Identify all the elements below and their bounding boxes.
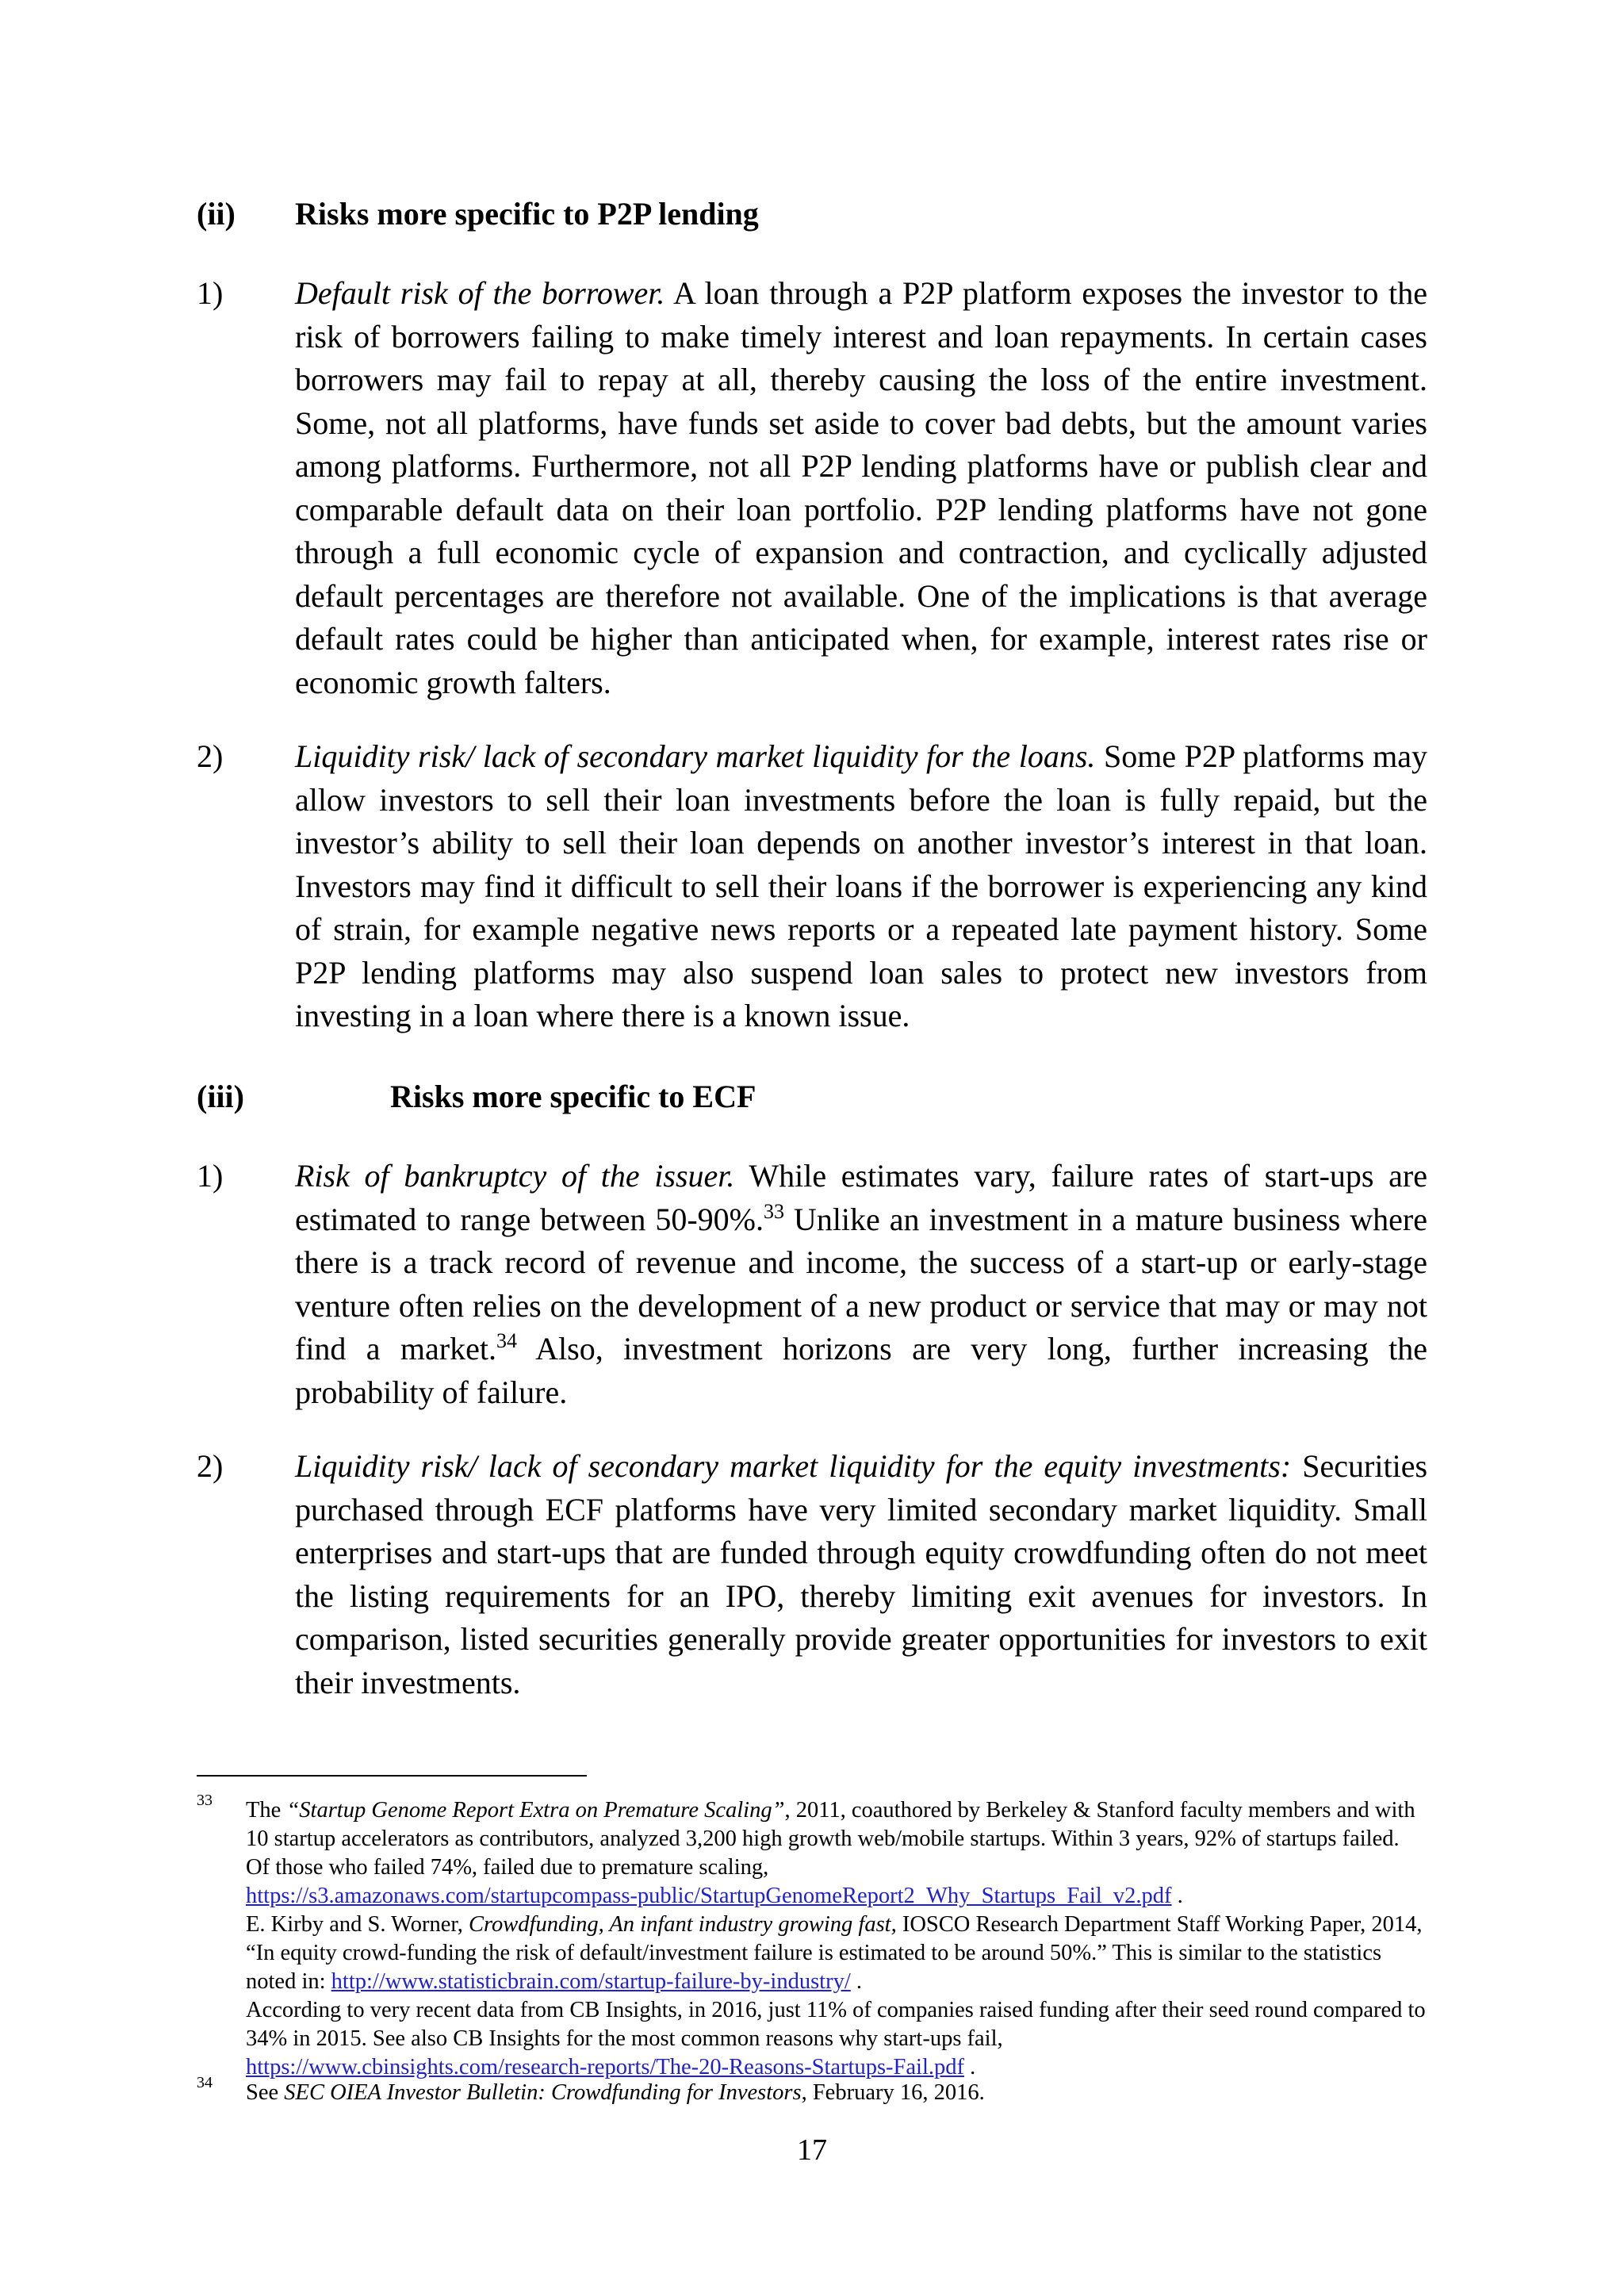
footnote-title: SEC OIEA Investor Bulletin: Crowdfunding for Investors <box>284 2080 802 2105</box>
item-number: 2) <box>197 1448 224 1484</box>
item-lead: Liquidity risk/ lack of secondary market liquidity for the loans. <box>295 738 1096 774</box>
item-text: Some P2P platforms may allow investors to sell their loan investments before the loan is fully repaid, but the investor’s ability to sell their loan depends on another investor’s interest in that loan. Investors may find it difficult to sell their loans if the borrower is experiencing any kind of strain, for example negative news reports or a repeated late payment history. Some P2P lending platforms may also suspend loan sales to protect new investors from investing in a loan where there is a known issue. <box>295 738 1427 1033</box>
footnote-33 <box>197 1792 1427 2082</box>
footnote-ref-33[interactable]: 33 <box>763 1199 784 1223</box>
section-title: Risks more specific to P2P lending <box>295 196 759 232</box>
item-text: A loan through a P2P platform exposes the investor to the risk of borrowers failing to make timely interest and loan repayments. In certain cases borrowers may fail to repay at all, thereby causing the loss of the entire investment. Some, not all platforms, have funds set aside to cover bad debts, but the amount varies among platforms. Furthermore, not all P2P lending platforms have or publish clear and comparable default data on their loan portfolio. P2P lending platforms have not gone through a full economic cycle of expansion and contraction, and cyclically adjusted default percentages are therefore not available. One of the implications is that average default rates could be higher than anticipated when, for example, interest rates rise or economic growth falters. <box>295 275 1427 700</box>
section-title: Risks more specific to ECF <box>390 1079 756 1114</box>
item-text: Unlike an investment in a mature business where there is a track record of revenue and income, the success of a start-up or early-stage venture often relies on the development of a new product or service that may or may not find a market. <box>295 1201 1427 1366</box>
item-number: 1) <box>197 1158 224 1194</box>
footnote-title: Crowdfunding, An infant industry growing fast, <box>469 1912 897 1937</box>
footnote-span: . <box>1171 1884 1183 1908</box>
footnote-link-statisticbrain[interactable]: http://www.statisticbrain.com/startup-failure-by-industry/ <box>331 1969 851 1994</box>
footnote-span: See <box>246 2080 285 2105</box>
item-lead: Risk of bankruptcy of the issuer. <box>295 1158 735 1194</box>
footnote-ref-34[interactable]: 34 <box>496 1329 517 1352</box>
section-number: (ii) <box>197 196 236 232</box>
footnote-span: IOSCO Research Department Staff Working Paper, 2014, “In equity crowd-funding the risk of default/investment failure is estimated to be around 50%.” This is similar to the statistics noted in: <box>246 1912 1423 1994</box>
footnote-span: E. Kirby and S. Worner, <box>246 1912 469 1937</box>
item-lead: Liquidity risk/ lack of secondary market liquidity for the equity investments: <box>295 1448 1292 1484</box>
footnote-span: . <box>964 2055 976 2079</box>
footnote-paragraph <box>246 2053 1427 2082</box>
footnote-link-cbinsights[interactable]: https://www.cbinsights.com/research-reports/The-20-Reasons-Startups-Fail.pdf <box>246 2055 965 2079</box>
footnote-paragraph <box>246 1882 1427 1911</box>
footnote-span: The <box>246 1798 287 1823</box>
list-item-liquidity-risk-loans <box>197 735 1427 1038</box>
footnote-34 <box>197 2074 1427 2107</box>
page-number: 17 <box>797 2133 827 2167</box>
item-number: 1) <box>197 275 224 311</box>
footnote-number: 33 <box>197 1792 213 1809</box>
footnote-paragraph <box>246 1796 1427 1882</box>
footnote-span: , 2011, coauthored by Berkeley & Stanford faculty members and with 10 startup accelerators as contributors, analyzed 3,200 high growth web/mobile startups. Within 3 years, 92% of startups failed. Of those who failed 74%, failed due to premature scaling, <box>246 1798 1415 1880</box>
item-text: Also, investment horizons are very long, further increasing the probability of failure. <box>295 1331 1427 1410</box>
item-lead: Default risk of the borrower. <box>295 275 665 311</box>
footnote-separator <box>197 1775 587 1777</box>
section-heading-ecf <box>197 1075 756 1118</box>
list-item-default-risk <box>197 272 1427 704</box>
list-item-liquidity-risk-equity <box>197 1445 1427 1704</box>
item-body <box>295 1155 1427 1414</box>
footnote-number: 34 <box>197 2074 213 2091</box>
footnote-title: “Startup Genome Report Extra on Premature Scaling” <box>286 1798 785 1823</box>
footnote-paragraph <box>246 2079 1427 2107</box>
footnote-span: According to very recent data from CB Insights, in 2016, just 11% of companies raised funding after their seed round compared to 34% in 2015. See also CB Insights for the most common reasons why start-ups fail, <box>246 1998 1426 2051</box>
list-item-bankruptcy-risk <box>197 1155 1427 1414</box>
item-body <box>295 272 1427 704</box>
section-heading-p2p <box>197 193 759 236</box>
item-body <box>295 735 1427 1038</box>
footnote-text <box>246 2079 1427 2107</box>
item-body <box>295 1445 1427 1704</box>
item-text: While estimates vary, failure rates of start-ups are estimated to range between 50-90%. <box>295 1158 1427 1237</box>
footnote-paragraph <box>246 1911 1427 1996</box>
item-number: 2) <box>197 738 224 774</box>
footnote-paragraph <box>246 1996 1427 2053</box>
footnote-link-startup-genome[interactable]: https://s3.amazonaws.com/startupcompass-public/StartupGenomeReport2_Why_Startups_Fail_v2.pdf <box>246 1884 1172 1908</box>
footnote-span: , February 16, 2016. <box>801 2080 985 2105</box>
item-text: Securities purchased through ECF platforms have very limited secondary market liquidity. Small enterprises and start-ups that are funded through equity crowdfunding often do not meet the listing requirements for an IPO, thereby limiting exit avenues for investors. In comparison, listed securities generally provide greater opportunities for investors to exit their investments. <box>295 1448 1428 1700</box>
footnote-text <box>246 1796 1427 2082</box>
section-number: (iii) <box>197 1079 244 1114</box>
footnote-span: . <box>850 1969 863 1994</box>
